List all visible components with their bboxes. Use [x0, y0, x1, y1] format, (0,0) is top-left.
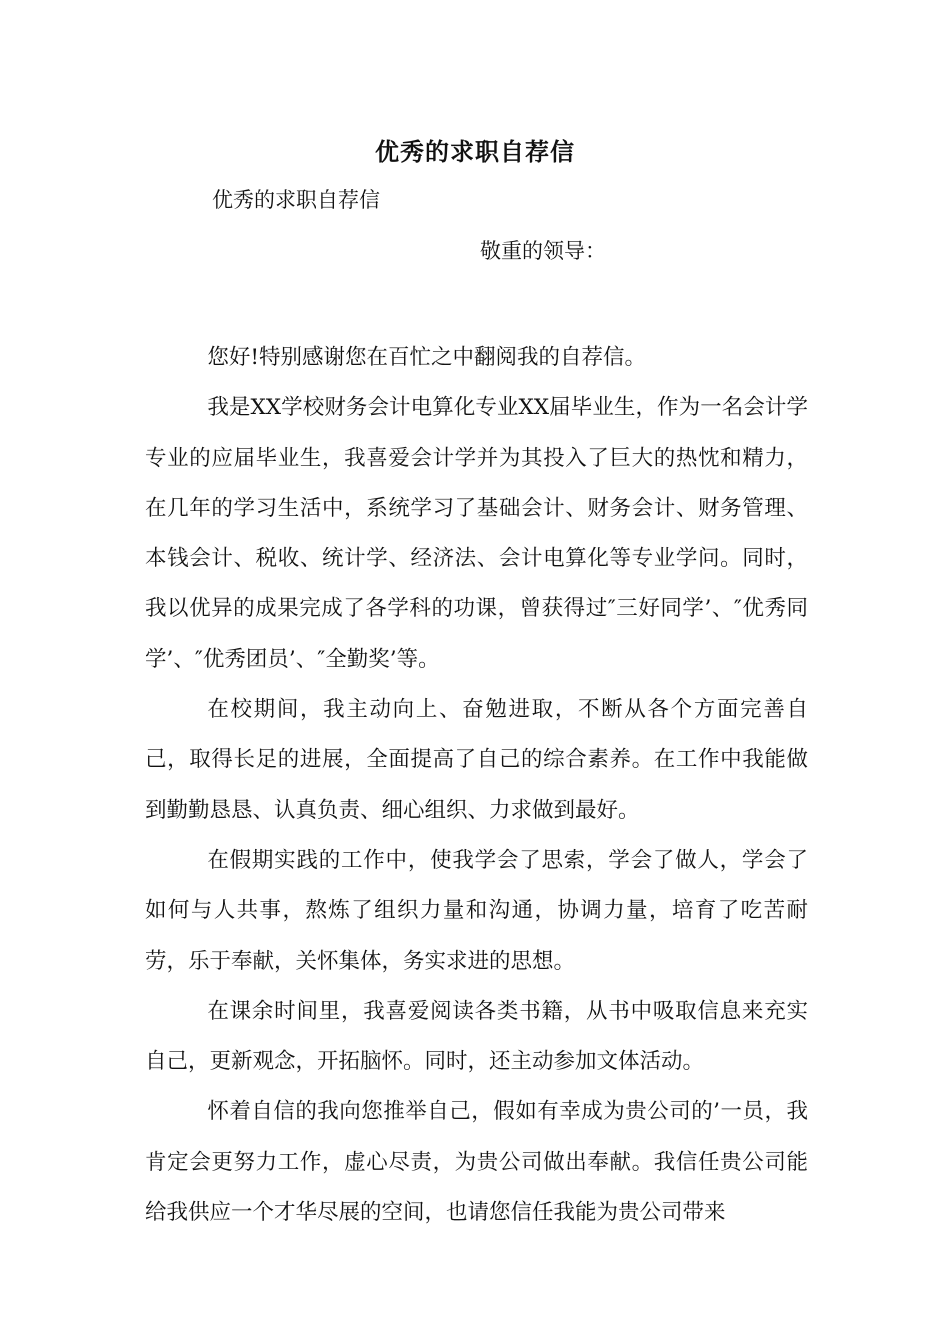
paragraph-spare-time: 在课余时间里，我喜爱阅读各类书籍，从书中吸取信息来充实自己，更新观念，开拓脑怀。同时，还主动参加文体活动。	[145, 998, 808, 1075]
paragraph-school-performance: 在校期间，我主动向上、奋勉进取，不断从各个方面完善自己，取得长足的进展，全面提高了自己的综合素养。在工作中我能做到勤勤恳恳、认真负责、细心组织、力求做到最好。	[145, 697, 808, 823]
document-subtitle: 优秀的求职自荐信	[212, 188, 380, 212]
letter-body	[145, 333, 808, 1238]
paragraph-greeting: 您好!特别感谢您在百忙之中翻阅我的自荐信。	[207, 345, 646, 370]
paragraph-practice: 在假期实践的工作中，使我学会了思索，学会了做人，学会了如何与人共事，熬炼了组织力量和沟通，协调力量，培育了吃苦耐劳，乐于奉献，关怀集体，务实求进的思想。	[145, 847, 808, 974]
document-title: 优秀的求职自荐信	[375, 138, 575, 166]
paragraph-recommendation: 怀着自信的我向您推举自己，假如有幸成为贵公司的’一员，我肯定会更努力工作，虚心尽责，为贵公司做出奉献。我信任贵公司能给我供应一个才华尽展的空间，也请您信任我能为贵公司带来	[145, 1099, 808, 1226]
paragraph-education: 我是XX学校财务会计电算化专业XX届毕业生，作为一名会计学专业的应届毕业生，我喜爱会计学并为其投入了巨大的热忱和精力，在几年的学习生活中，系统学习了基础会计、财务会计、财务管理、本钱会计、税收、统计学、经济法、会计电算化等专业学问。同时，我以优异的成果完成了各学科的功课，曾获得过″三好同学’、″优秀同学’、″优秀团员’、″全勤奖’等。	[145, 395, 808, 672]
salutation: 敬重的领导：	[480, 239, 606, 263]
